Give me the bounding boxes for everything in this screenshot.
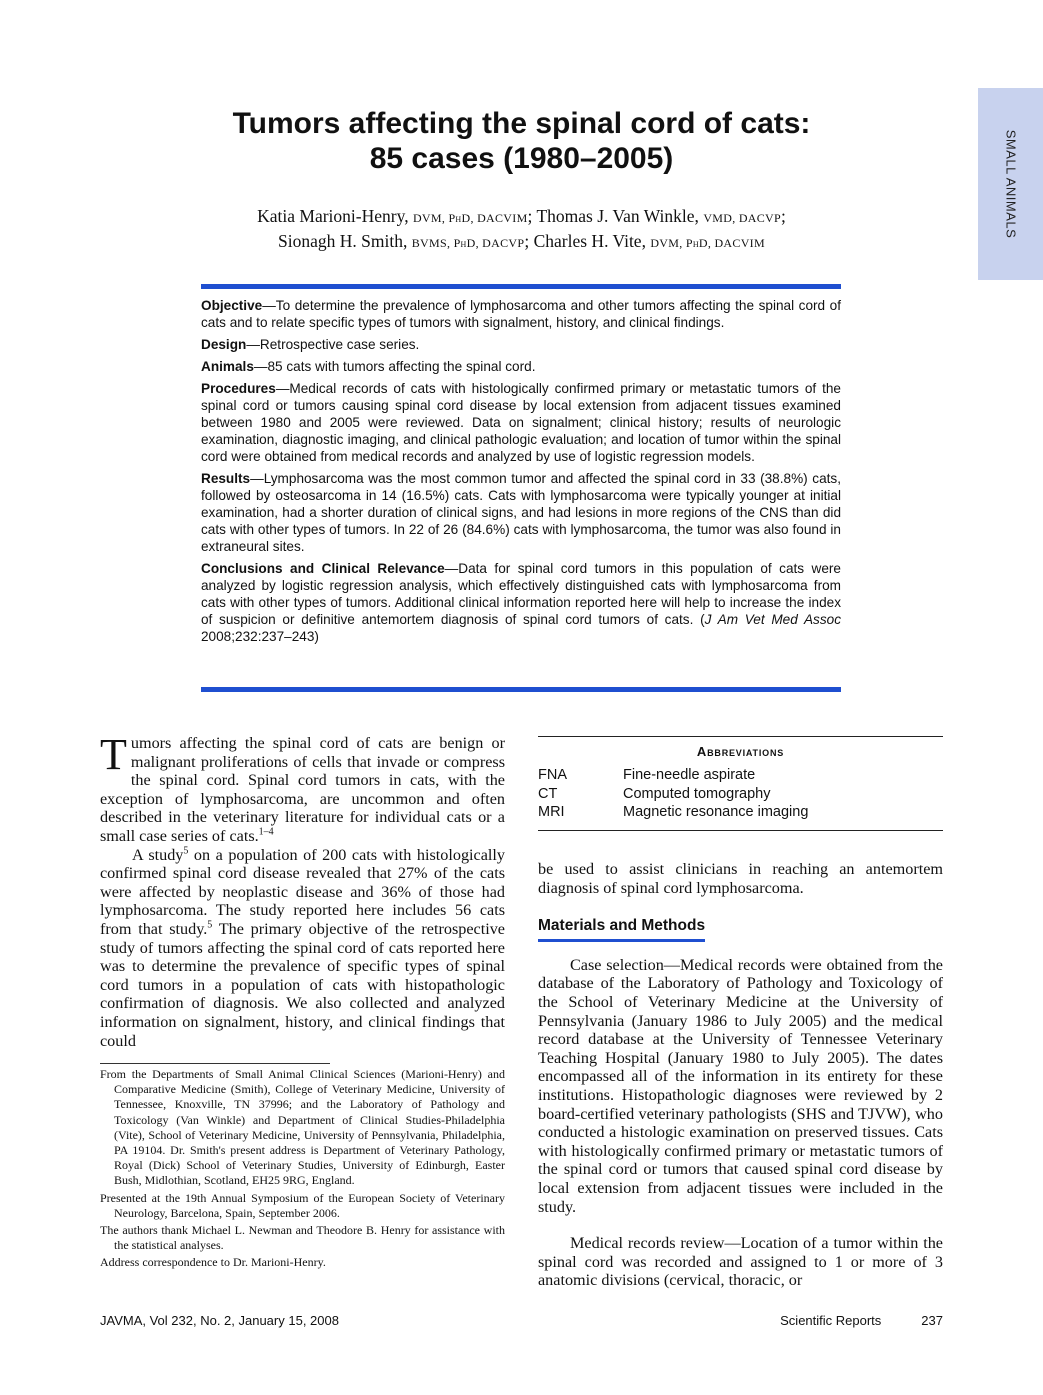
abbreviation-row <box>538 803 808 822</box>
abbreviation-row <box>538 785 808 804</box>
reference-superscript: 5 <box>207 919 213 931</box>
title-line-1: Tumors affecting the spinal cord of cats: <box>232 107 811 140</box>
author-list: Katia Marioni-Henry, DVM, PhD, DACVIM; Thomas J. Van Winkle, VMD, DACVP; Sionagh H. Smith, BVMS, PhD, DACVP; Charles H. Vite, DVM, PhD, DACVIM <box>257 206 786 251</box>
author-3-degrees: BVMS, PhD, DACVP <box>411 236 525 250</box>
page-number: 237 <box>921 1313 943 1328</box>
procedures-label: Procedures <box>201 381 276 396</box>
reference-superscript: 1–4 <box>258 826 274 838</box>
objective-text: —To determine the prevalence of lymphosarcoma and other tumors affecting the spinal cord of cats and to relate specific types of tumors with signalment, history, and clinical findings. <box>201 298 841 330</box>
body-column-left <box>100 730 506 1050</box>
results-label: Results <box>201 471 251 486</box>
section-side-tab <box>978 88 1043 280</box>
abstract-conclusions <box>201 560 841 645</box>
side-tab-label: SMALL ANIMALS <box>1003 129 1018 239</box>
section-heading: Materials and Methods <box>538 917 705 942</box>
methods-paragraph-2: Medical records review—Location of a tumor within the spinal cord was recorded and assigned to 1 or more of 3 anatomic divisions (cervical, thoracic, or <box>538 1234 943 1290</box>
intro-p2-text-a: A study <box>132 845 184 864</box>
abbreviation-term: CT <box>538 785 558 802</box>
animals-label: Animals <box>201 359 254 374</box>
abstract <box>201 297 841 650</box>
abbreviations-table <box>538 766 808 822</box>
abbreviation-row <box>538 766 808 785</box>
author-4-name: ; Charles H. Vite, <box>524 231 646 251</box>
intro-paragraph-continued: be used to assist clinicians in reaching an antemortem diagnosis of spinal cord lymphosarcoma. <box>538 860 943 897</box>
author-2-name: ; Thomas J. Van Winkle, <box>527 206 699 226</box>
drop-cap: T <box>100 730 127 779</box>
author-1-degrees: DVM, PhD, DACVIM <box>412 211 528 225</box>
citation-details: 2008;232:237–243) <box>201 629 319 644</box>
procedures-text: —Medical records of cats with histologically confirmed primary or metastatic tumors of the spinal cord or tumors causing spinal cord disease by local extension from adjacent tissues examined between 1980 and 2005 were reviewed. Data on signalment; clinical history; results of neurologic examination, diagnostic imaging, and clinical pathologic evaluation; and location of tumor within the spinal cord were obtained from medical records and analyzed by use of logistic regression models. <box>201 381 841 464</box>
abbreviation-meaning: Fine-needle aspirate <box>623 767 756 783</box>
abbreviation-meaning: Magnetic resonance imaging <box>623 804 809 820</box>
abstract-results <box>201 470 841 555</box>
results-text: —Lymphosarcoma was the most common tumor and affected the spinal cord in 33 (38.8%) cats, followed by osteosarcoma in 14 (16.5%) cats. Cats with lymphosarcoma were typically younger at initial examination, had a shorter duration of clinical signs, and had lesions in more regions of the CNS than did cats with other types of tumors. In 22 of 26 (84.6%) cats with lymphosarcoma, the tumor was also found in extraneural sites. <box>201 471 841 554</box>
design-label: Design <box>201 337 247 352</box>
abstract-design <box>201 336 841 353</box>
conclusions-label: Conclusions and Clinical Relevance <box>201 561 445 576</box>
abbreviations-top-rule <box>538 736 943 737</box>
abstract-bottom-rule <box>201 687 841 692</box>
footer-journal-info: JAVMA, Vol 232, No. 2, January 15, 2008 <box>100 1313 339 1328</box>
abstract-objective <box>201 297 841 331</box>
citation-journal: J Am Vet Med Assoc <box>704 612 841 627</box>
intro-paragraph-2 <box>100 846 505 1051</box>
intro-p2-text-c: The primary objective of the retrospective study of tumors affecting the spinal cord of cats reported here was to determine the prevalence of specific types of spinal cord tumors in a population of cats with histopathologic confirmation of diagnosis. We also collected and analyzed information on signalment, history, and clinical findings that could <box>100 919 505 1050</box>
objective-label: Objective <box>201 298 263 313</box>
footnote-acknowledgment: The authors thank Michael L. Newman and Theodore B. Henry for assistance with the statistical analyses. <box>100 1223 505 1253</box>
intro-p2-text-b: on a population of 200 cats with histologically confirmed spinal cord disease revealed that 27% of the cats were affected by neoplastic disease and 36% of those had lymphosarcoma. The study reported here includes 56 cats from that study. <box>100 845 506 938</box>
footnote-presented: Presented at the 19th Annual Symposium of the European Society of Veterinary Neurology, Barcelona, Spain, September 2006. <box>100 1190 505 1220</box>
footnotes <box>100 1067 505 1273</box>
title-line-2: 85 cases (1980–2005) <box>369 142 674 175</box>
reference-superscript: 5 <box>183 845 189 857</box>
footer-section-name: Scientific Reports <box>780 1313 882 1328</box>
author-3-name: Sionagh H. Smith, <box>278 231 408 251</box>
abbreviations-heading: Abbreviations <box>696 744 785 759</box>
abstract-animals <box>201 358 841 375</box>
abstract-procedures <box>201 380 841 465</box>
author-2-degrees: VMD, DACVP <box>703 211 781 225</box>
abbreviation-meaning: Computed tomography <box>623 785 771 802</box>
footnote-rule <box>100 1063 330 1064</box>
conclusions-text: —Data for spinal cord tumors in this population of cats were analyzed by logistic regression analysis, which effectively distinguished cats with lymphosarcoma from cats with other types of tumors. Additional clinical information reported here will help to increase the index of suspicion or definitive antemortem diagnosis of spinal cord tumors of cats. ( <box>201 561 841 627</box>
body-column-right <box>538 860 943 1290</box>
animals-text: —85 cats with tumors affecting the spinal cord. <box>253 359 536 374</box>
author-4-degrees: DVM, PhD, DACVIM <box>650 236 765 250</box>
footer-right-group <box>780 1313 943 1328</box>
design-text: —Retrospective case series. <box>246 337 420 352</box>
article-title <box>100 106 943 176</box>
author-1-name: Katia Marioni-Henry, <box>257 206 409 226</box>
methods-paragraph-1: Case selection—Medical records were obtained from the database of the Laboratory of Pathology and Toxicology of the School of Veterinary Medicine at the University of Pennsylvania (January 1986 to July 2005) and the medical record database at the University of Tennessee Veterinary Teaching Hospital (January 1980 to July 2005). The dates encompassed all of the information in its entirety for these institutions. Histopathologic diagnoses were reviewed by 2 board-certified veterinary pathologists (SHS and TJVW), who conducted a histologic examination on preserved tissues. Cats with histologically confirmed primary or metastatic tumors of the spinal cord or tumors that caused spinal cord disease by local extension from adjacent tissues were included in the study. <box>538 955 943 1216</box>
abbreviation-term: MRI <box>538 804 565 820</box>
intro-paragraph-1 <box>100 730 505 846</box>
abstract-top-rule <box>201 284 841 289</box>
intro-p1-text: umors affecting the spinal cord of cats are benign or malignant proliferations of cells that invade or compress the spinal cord. Spinal cord tumors in cats, with the exception of lymphosarcoma, are uncommon and often described in the veterinary literature for individual cats or a small case series of cats. <box>100 734 505 845</box>
abbreviations-bottom-rule <box>538 830 943 831</box>
footnote-correspondence: Address correspondence to Dr. Marioni-Henry. <box>100 1255 326 1270</box>
abbreviation-term: FNA <box>538 767 567 783</box>
footnote-affiliations: From the Departments of Small Animal Clinical Sciences (Marioni-Henry) and Comparative Medicine (Smith), College of Veterinary Medicine, University of Tennessee, Knoxville, TN 37996; and the Laboratory of Pathology and Toxicology (Van Winkle) and Department of Clinical Studies-Philadelphia (Vite), School of Veterinary Medicine, University of Pennsylvania, Philadelphia, PA 19104. Dr. Smith's present address is Department of Veterinary Pathology, Royal (Dick) School of Veterinary Studies, University of Edinburgh, Easter Bush, Midlothian, Scotland, EH25 9RG, England. <box>100 1067 505 1188</box>
